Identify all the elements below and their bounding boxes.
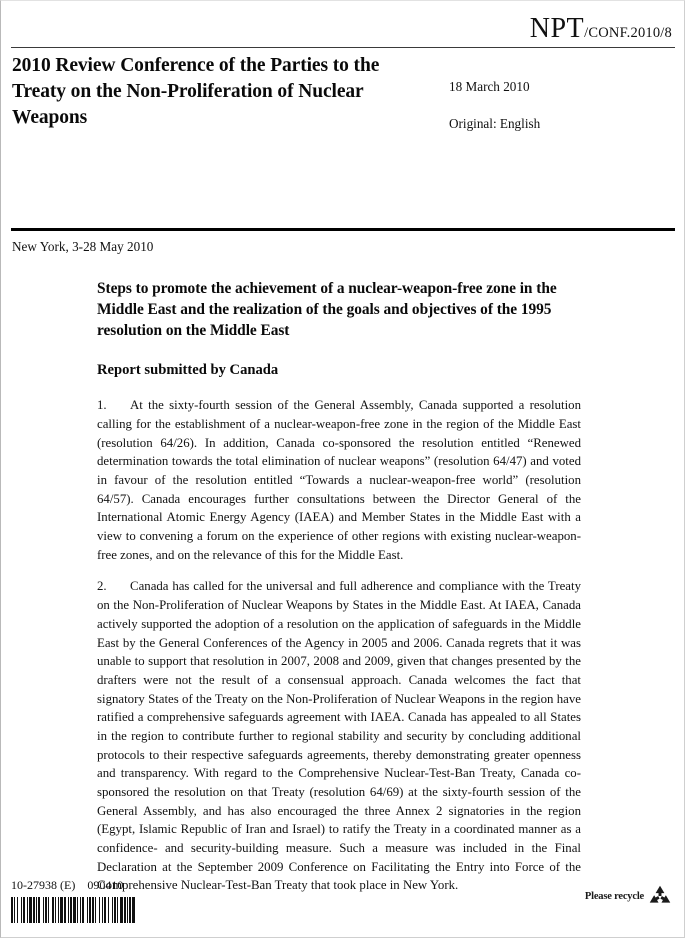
paragraph [97, 577, 581, 895]
header-divider-thick [11, 228, 675, 231]
paragraph-text: At the sixty-fourth session of the General Assembly, Canada supported a resolution calling for the establishment of a nuclear-weapon-free zone in the region of the Middle East (resolution 64/26). In addition, Canada co-sponsored the resolution entitled “Renewed determination towards the total elimination of nuclear weapons” (resolution 64/47) and voted in favour of the resolution entitled “Towards a nuclear-weapon-free world” (resolution 64/57). Canada encourages further consultations between the Director General of the International Atomic Energy Agency (IAEA) and Member States in the Middle East with a view to convening a forum on the experience of other regions with existing nuclear-weapon-free zones, and on the relevance of this for the Middle East. [97, 398, 581, 562]
original-language: Original: English [449, 115, 541, 131]
barcode [11, 897, 154, 923]
document-meta [449, 79, 669, 132]
paragraph [97, 396, 581, 564]
distribution-date: 18 March 2010 [449, 79, 530, 94]
title-block [12, 53, 412, 131]
document-symbol-suffix: /CONF.2010/8 [584, 25, 672, 41]
section-subheading: Report submitted by Canada [97, 362, 279, 379]
document-body [97, 278, 581, 908]
recycle-icon [648, 885, 672, 907]
header-divider-thin [11, 47, 675, 48]
footer-right [585, 885, 672, 907]
section-heading: Steps to promote the achievement of a nuclear-weapon-free zone in the Middle East and the realization of the goals and objectives of the 1995 resolution on the Middle East [97, 280, 557, 340]
footer-left [11, 878, 311, 923]
document-symbol-prefix: NPT [529, 13, 585, 44]
job-number: 10-27938 (E) 090410 [11, 878, 124, 892]
document-symbol [530, 15, 672, 43]
recycle-label: Please recycle [584, 890, 644, 902]
paragraph-number: 1. [97, 398, 107, 413]
paragraph-number: 2. [97, 579, 107, 594]
paragraph-text: Canada has called for the universal and full adherence and compliance with the Treaty on the Non-Proliferation of Nuclear Weapons by States in the Middle East. At IAEA, Canada actively supported the adoption of a resolution on the application of safeguards in the Middle East by the General Conferences of the Agency in 2005 and 2006. Canada regrets that it was unable to support that resolution in 2007, 2008 and 2009, given that changes presented by the drafters were not the result of a consensual approach. Canada welcomes the fact that signatory States of the Treaty on the Non-Proliferation of Nuclear Weapons in the region have ratified a comprehensive safeguards agreement with IAEA. Canada has appealed to all States in the region to contribute further to regional stability and security by concluding additional protocols to their respective safeguards agreements, thereby demonstrating greater openness and transparency. With regard to the Comprehensive Nuclear-Test-Ban Treaty, Canada co-sponsored the resolution on that Treaty (resolution 64/69) at the sixty-fourth session of the General Assembly, and has also encouraged the three Annex 2 signatories in the region (Egypt, Islamic Republic of Iran and Israel) to ratify the Treaty in a coordinated manner as a confidence- and security-building measure. Such a measure was included in the Final Declaration at the September 2009 Conference on Facilitating the Entry into Force of the Comprehensive Nuclear-Test-Ban Treaty that took place in New York. [97, 579, 581, 893]
page-title: 2010 Review Conference of the Parties to the Treaty on the Non-Proliferation of Nuclear Weapons [12, 55, 380, 128]
session-location: New York, 3-28 May 2010 [12, 239, 154, 254]
